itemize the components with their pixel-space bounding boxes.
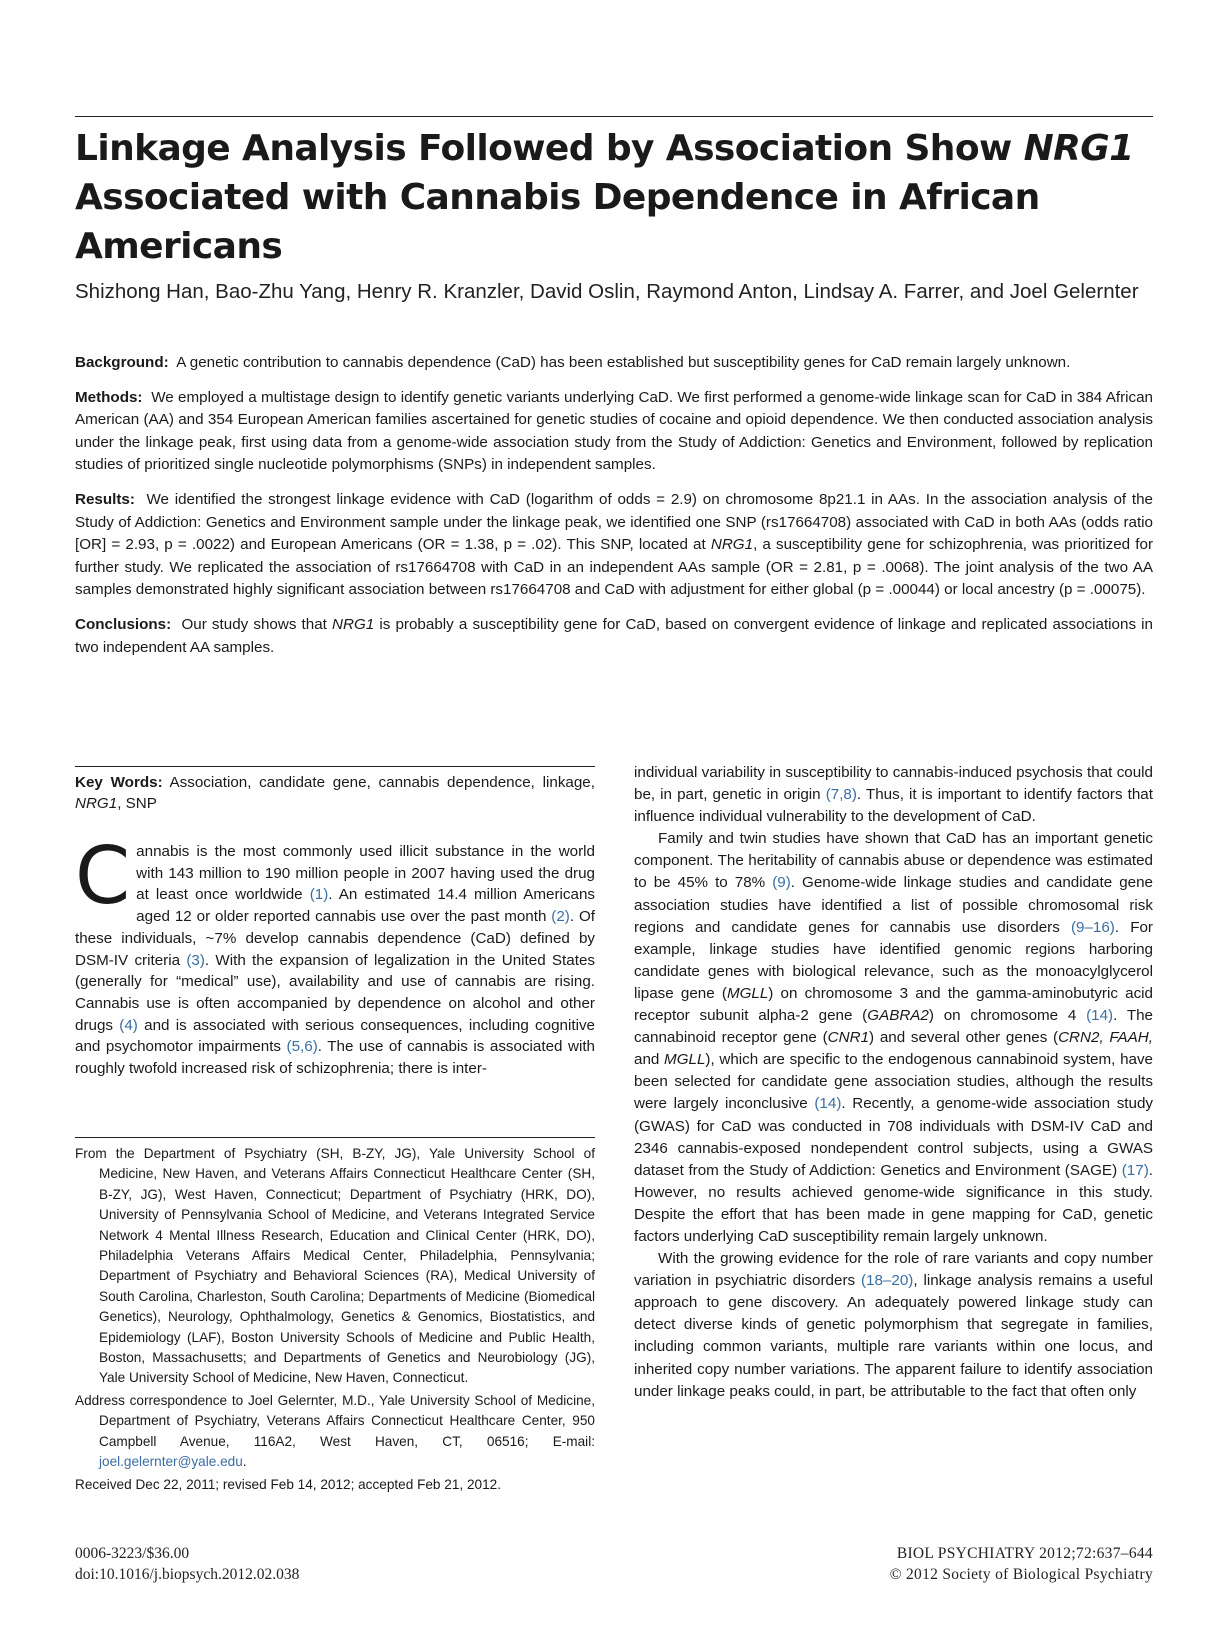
- results-text-end: , a susceptibility gene for schizophrenia, was prioritized for further study. We replicated the association of rs17664708 with CaD in an independent AAs sample (OR = 2.81, p = .0068). The joint analysis of the two AA samples demonstrated highly significant association between rs17664708 and CaD with adjustment for either global (p = .00044) or local ancestry (p = .00075).: [75, 536, 1153, 599]
- header-rule: [75, 116, 1153, 117]
- gene-name: MGLL: [664, 1051, 706, 1069]
- body-text: ) on chromosome 4: [928, 1007, 1087, 1025]
- author-list: Shizhong Han, Bao-Zhu Yang, Henry R. Kranzler, David Oslin, Raymond Anton, Lindsay A. Farrer, and Joel Gelernter: [75, 280, 1139, 303]
- conclusions-gene: NRG1: [332, 615, 375, 633]
- results-gene: NRG1: [710, 536, 754, 554]
- citation-link[interactable]: (2): [551, 908, 570, 926]
- drop-cap: C: [75, 830, 131, 922]
- doi: doi:10.1016/j.biopsych.2012.02.038: [75, 1566, 300, 1583]
- body-text: . However, no results achieved genome-wide significance in this study. Despite the effort that has been made in gene mapping for CaD, genetic factors underlying CaD susceptibility remain largely unknown.: [634, 1161, 1153, 1245]
- address-text: Address correspondence to Joel Gelernter, M.D., Yale University School of Medicine, Department of Psychiatry, Veterans Affairs Connecticut Healthcare Center, 950 Campbell Avenue, 116A2, West Haven, CT, 06516; E-mail:: [75, 1392, 595, 1449]
- citation-link[interactable]: (9–16): [1070, 918, 1115, 936]
- gene-name: GABRA2: [867, 1007, 929, 1025]
- issn-price: 0006-3223/$36.00: [75, 1545, 190, 1562]
- citation-link[interactable]: (14): [1086, 1007, 1114, 1025]
- conclusions-label: Conclusions:: [75, 615, 172, 633]
- citation-link[interactable]: (17): [1121, 1161, 1149, 1179]
- right-column: [634, 762, 1153, 1403]
- body-text: , linkage analysis remains a useful approach to gene discovery. An adequately powered linkage study can detect diverse kinds of genetic polymorphism that segregate in families, including common variants, multiple rare variants within one locus, and inherited copy number variations. The apparent failure to identify association under linkage peaks could, in part, be attributable to the fact that often only: [634, 1272, 1153, 1400]
- body-paragraph: [634, 762, 1153, 828]
- body-paragraph: [634, 828, 1153, 1248]
- citation-link[interactable]: (9): [772, 874, 791, 892]
- citation-link[interactable]: (5,6): [286, 1038, 318, 1056]
- results-label: Results:: [75, 490, 135, 508]
- left-column: [75, 766, 595, 1080]
- citation-link[interactable]: (1): [309, 886, 329, 904]
- received-dates: Received Dec 22, 2011; revised Feb 14, 2012; accepted Feb 21, 2012.: [75, 1476, 501, 1492]
- footer-left: [75, 1543, 299, 1585]
- gene-name: MGLL: [726, 984, 769, 1002]
- keywords-rule: [75, 766, 595, 767]
- intro-text: . An estimated 14.4 million Americans aged 12 or older reported cannabis use over the past month: [136, 886, 595, 926]
- intro-text: . Of these individuals, ~7% develop cannabis dependence (CaD) defined by DSM-IV criteria: [75, 908, 595, 969]
- citation-link[interactable]: (18–20): [860, 1272, 914, 1290]
- gene-name: CNR1: [827, 1029, 870, 1047]
- body-text: . Genome-wide linkage studies and candidate gene association studies have identified a list of possible chromosomal risk regions and candidate genes for cannabis use disorders: [634, 874, 1153, 936]
- citation-link[interactable]: (14): [814, 1095, 842, 1113]
- abstract-background: [75, 352, 1153, 375]
- body-paragraph: [634, 1248, 1153, 1403]
- citation-link[interactable]: (4): [119, 1016, 138, 1034]
- abstract-results: [75, 489, 1153, 602]
- citation-link[interactable]: (7,8): [825, 786, 857, 804]
- intro-paragraph: [75, 830, 595, 1080]
- body-text: . The cannabinoid receptor gene (: [634, 1007, 1154, 1047]
- footer-right: [890, 1543, 1153, 1585]
- address-end: .: [242, 1454, 247, 1470]
- key-words-tail: , SNP: [117, 795, 157, 812]
- intro-text: and is associated with serious consequences, including cognitive and psychomotor impairments: [75, 1016, 595, 1056]
- title-text: Linkage Analysis Followed by Association Show: [75, 128, 1024, 169]
- title-text-end: Associated with Cannabis Dependence in African Americans: [75, 177, 1040, 267]
- abstract: [75, 352, 1153, 671]
- background-label: Background:: [75, 354, 169, 371]
- body-text: individual variability in susceptibility to cannabis-induced psychosis that could be, in part, genetic in origin: [634, 764, 1153, 804]
- body-text: ) and several other genes (: [869, 1029, 1059, 1047]
- body-text: . For example, linkage studies have identified genomic regions harboring candidate genes with biological relevance, such as the monoacylglycerol lipase gene (: [634, 918, 1153, 1002]
- body-text: and: [634, 1051, 665, 1069]
- body-text: With the growing evidence for the role of rare variants and copy number variation in psychiatric disorders: [634, 1250, 1153, 1290]
- article-title: [75, 124, 1153, 271]
- affiliations-footnote: [75, 1137, 595, 1497]
- methods-text: We employed a multistage design to identify genetic variants underlying CaD. We first performed a genome-wide linkage scan for CaD in 384 African American (AA) and 354 European American families ascertained for genetic studies of cocaine and opioid dependence. We then conducted association analysis under the linkage peak, first using data from a genome-wide association study from the Study of Addiction: Genetics and Environment, followed by replication studies of prioritized single nucleotide polymorphisms (SNPs) in independent samples.: [75, 388, 1153, 474]
- intro-text: . The use of cannabis is associated with roughly twofold increased risk of schizophrenia; there is inter-: [75, 1038, 595, 1078]
- email-link[interactable]: joel.gelernter@yale.edu: [99, 1454, 243, 1470]
- abstract-methods: [75, 387, 1153, 477]
- journal-citation: BIOL PSYCHIATRY 2012;72:637–644: [896, 1545, 1153, 1562]
- body-text: ), which are specific to the endogenous cannabinoid system, have been selected for candidate gene association studies, although the results were largely inconclusive: [634, 1051, 1153, 1113]
- body-text: . Thus, it is important to identify factors that influence individual vulnerability to the development of CaD.: [634, 786, 1153, 826]
- correspondence-address: [75, 1391, 595, 1473]
- key-words-text: Association, candidate gene, cannabis dependence, linkage,: [169, 774, 595, 791]
- abstract-conclusions: [75, 614, 1153, 659]
- key-words-label: Key Words:: [75, 774, 163, 791]
- copyright: © 2012 Society of Biological Psychiatry: [889, 1566, 1153, 1583]
- intro-text: annabis is the most commonly used illicit substance in the world with 143 million to 190 million people in 2007 having used the drug at least once worldwide: [136, 843, 595, 904]
- body-text: ) on chromosome 3 and the gamma-aminobutyric acid receptor subunit alpha-2 gene (: [634, 984, 1154, 1025]
- affiliation-from: From the Department of Psychiatry (SH, B-ZY, JG), Yale University School of Medicine, New Haven, and Veterans Affairs Connecticut Healthcare Center (SH, B-ZY, JG), West Haven, Connecticut; Department of Psychiatry (HRK, DO), University of Pennsylvania School of Medicine, and Veterans Integrated Service Network 4 Mental Illness Research, Education and Clinical Center (HRK, DO), Philadelphia Veterans Affairs Medical Center, Philadelphia, Pennsylvania; Department of Psychiatry and Behavioral Sciences (RA), Medical University of South Carolina, Charleston, South Carolina; Departments of Medicine (Biomedical Genetics), Neurology, Ophthalmology, Genetics & Genomics, Biostatistics, and Epidemiology (LAF), Boston University Schools of Medicine and Public Health, Boston, Massachusetts; and Departments of Genetics and Neurobiology (JG), Yale University School of Medicine, New Haven, Connecticut.: [75, 1146, 595, 1386]
- intro-text: . With the expansion of legalization in the United States (generally for “medical” use), availability and use of cannabis are rising. Cannabis use is often accompanied by dependence on alcohol and other drugs: [75, 951, 595, 1034]
- methods-label: Methods:: [75, 388, 143, 406]
- key-words-gene: NRG1: [75, 795, 118, 812]
- gene-name: CRN2, FAAH,: [1058, 1029, 1153, 1047]
- body-text: . Recently, a genome-wide association study (GWAS) for CaD was conducted in 708 individuals with DSM-IV CaD and 2346 cannabis-exposed nondependent control subjects, using a GWAS dataset from the Study of Addiction: Genetics and Environment (SAGE): [634, 1095, 1153, 1179]
- results-text: We identified the strongest linkage evidence with CaD (logarithm of odds = 2.9) on chromosome 8p21.1 in AAs. In the association analysis of the Study of Addiction: Genetics and Environment sample under the linkage peak, we identified one SNP (rs17664708) associated with CaD in both AAs (odds ratio [OR] = 2.93, p = .0022) and European Americans (OR = 1.38, p = .02). This SNP, located at: [75, 490, 1153, 554]
- key-words: [75, 772, 595, 814]
- citation-link[interactable]: (3): [186, 951, 205, 969]
- conclusions-text-end: is probably a susceptibility gene for CaD, based on convergent evidence of linkage and replicated associations in two independent AA samples.: [75, 615, 1153, 656]
- title-gene: NRG1: [1023, 128, 1134, 169]
- body-text: Family and twin studies have shown that CaD has an important genetic component. The heritability of cannabis abuse or dependence was estimated to be 45% to 78%: [634, 830, 1153, 892]
- background-text: A genetic contribution to cannabis dependence (CaD) has been established but susceptibility genes for CaD remain largely unknown.: [176, 354, 1071, 371]
- conclusions-text: Our study shows that: [181, 615, 333, 633]
